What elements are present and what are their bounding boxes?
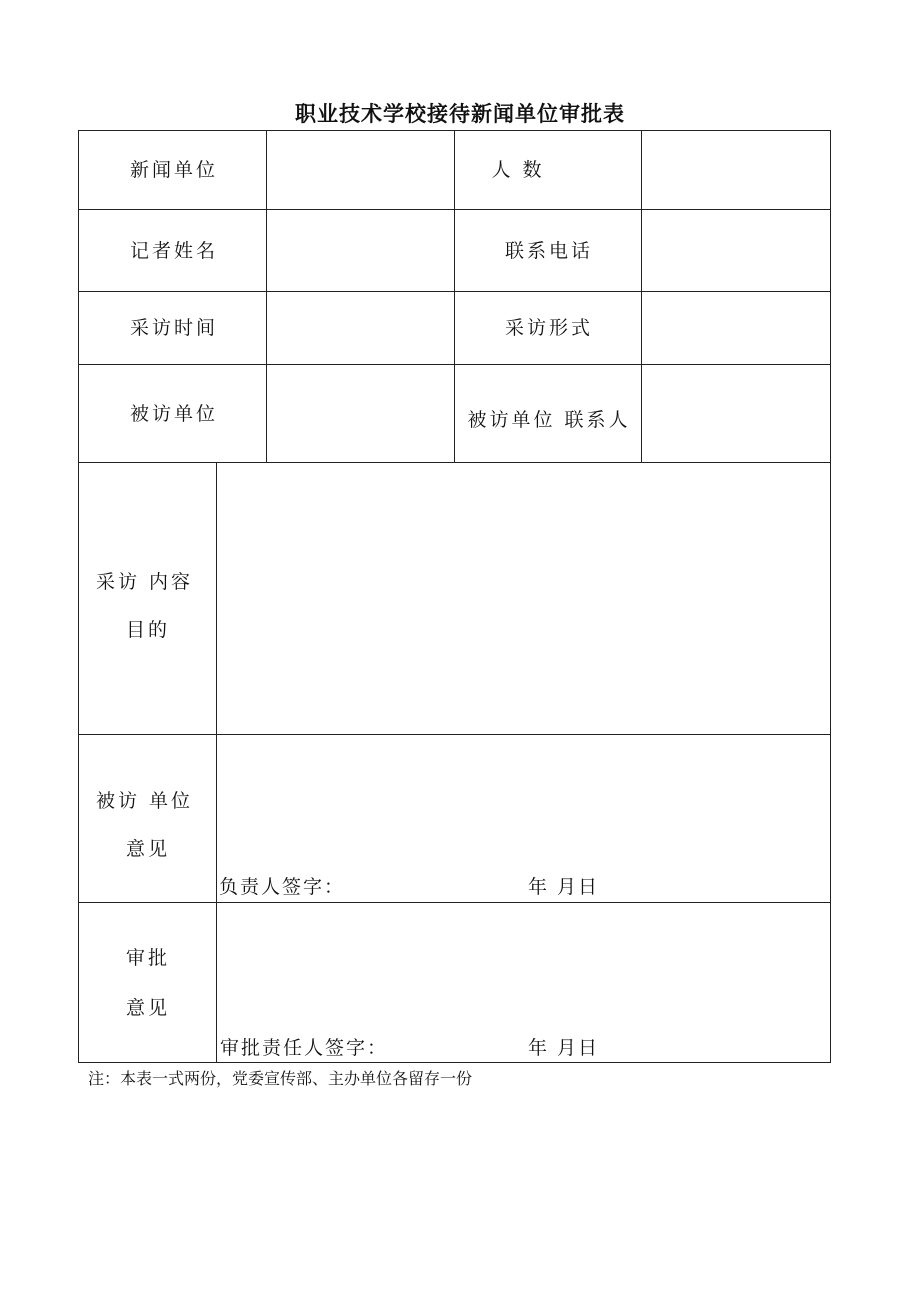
phone-label: 联系电话 xyxy=(504,240,594,262)
approver-signature-label: 审批责任人签字： xyxy=(220,1037,389,1059)
approval-label-line2: 意见 xyxy=(126,997,171,1019)
content-purpose-label-line2: 目的 xyxy=(126,619,171,641)
column-divider xyxy=(454,130,455,463)
count-label: 人 数 xyxy=(491,159,545,181)
interview-form-label: 采访形式 xyxy=(504,317,594,339)
approval-form-table xyxy=(78,130,831,1063)
interviewed-contact-label: 被访单位 联系人 xyxy=(467,409,631,431)
column-divider xyxy=(641,130,642,463)
unit-opinion-label-line1: 被访 单位 xyxy=(96,790,194,812)
row-divider xyxy=(78,902,831,903)
approval-label-line1: 审批 xyxy=(126,947,171,969)
interviewed-unit-label: 被访单位 xyxy=(129,403,219,425)
column-divider xyxy=(266,130,267,463)
interview-time-label: 采访时间 xyxy=(129,317,219,339)
table-border-left xyxy=(78,130,79,1063)
news-unit-label: 新闻单位 xyxy=(129,159,219,181)
table-border-bottom xyxy=(78,1062,831,1063)
form-title: 职业技术学校接待新闻单位审批表 xyxy=(295,102,625,126)
table-border-right xyxy=(830,130,831,1063)
reporter-name-label: 记者姓名 xyxy=(129,240,219,262)
responsible-signature-label: 负责人签字： xyxy=(219,876,346,898)
unit-opinion-label-line2: 意见 xyxy=(126,838,171,860)
opinion-date-label: 年 月日 xyxy=(528,876,600,898)
row-divider xyxy=(78,734,831,735)
footnote: 注：本表一式两份，党委宣传部、主办单位各留存一份 xyxy=(88,1069,473,1088)
content-purpose-label-line1: 采访 内容 xyxy=(96,571,194,593)
approval-date-label: 年 月日 xyxy=(528,1037,600,1059)
column-divider xyxy=(216,462,217,1063)
